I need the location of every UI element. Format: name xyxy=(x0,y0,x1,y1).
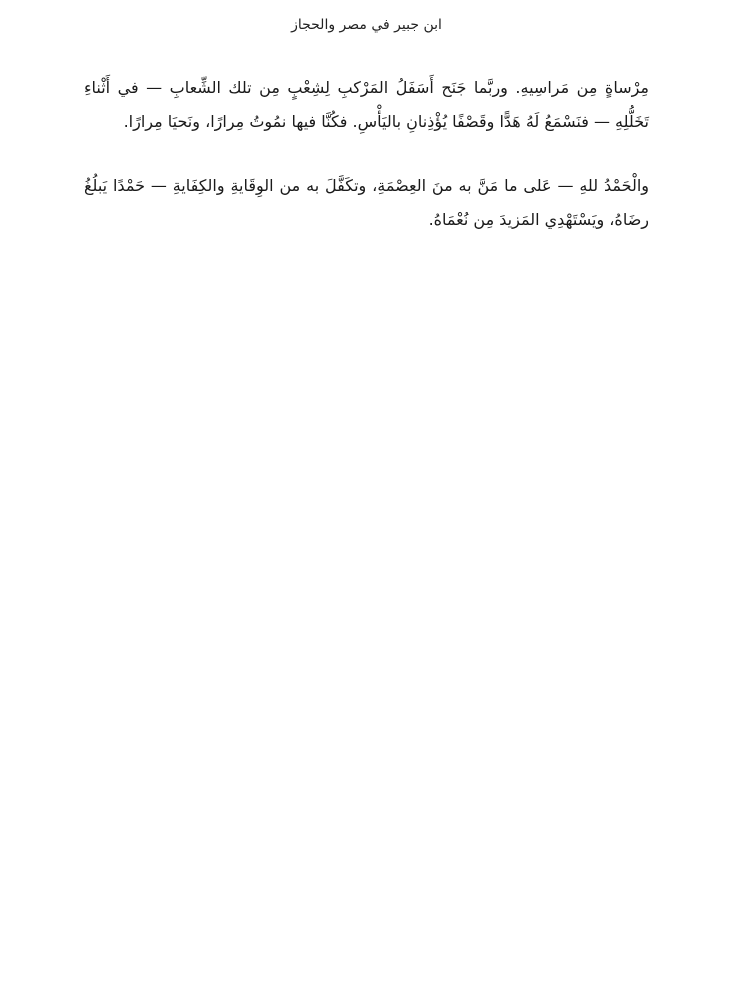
running-header: ابن جبير في مصر والحجاز xyxy=(291,17,442,33)
paragraph: مِرْساةٍ مِن مَراسِيهِ. وربَّما جَنَح أَسَفَلُ المَرْكبِ لِشِعْبٍ مِن تلك الشِّعابِ — في أَثْناءِ تَخَلُّلِهِ — فنَسْمَعُ لَهُ هَدًّا وقَصْفًا يُؤْذِنانِ باليَأْسِ. فكُنَّا فيها نمُوتُ مِرارًا، ونَحيَا مِرارًا. xyxy=(84,78,649,131)
paragraph: والْحَمْدُ للهِ — عَلى ما مَنَّ به منَ العِصْمَةِ، وتكَفَّلَ به من الوِقَايةِ والكِفَايةِ — حَمْدًا يَبلُغُ رضَاهُ، ويَسْتَهْدِي المَزيدَ مِن نُعْمَاهُ. xyxy=(84,176,649,229)
body-text xyxy=(84,71,649,237)
